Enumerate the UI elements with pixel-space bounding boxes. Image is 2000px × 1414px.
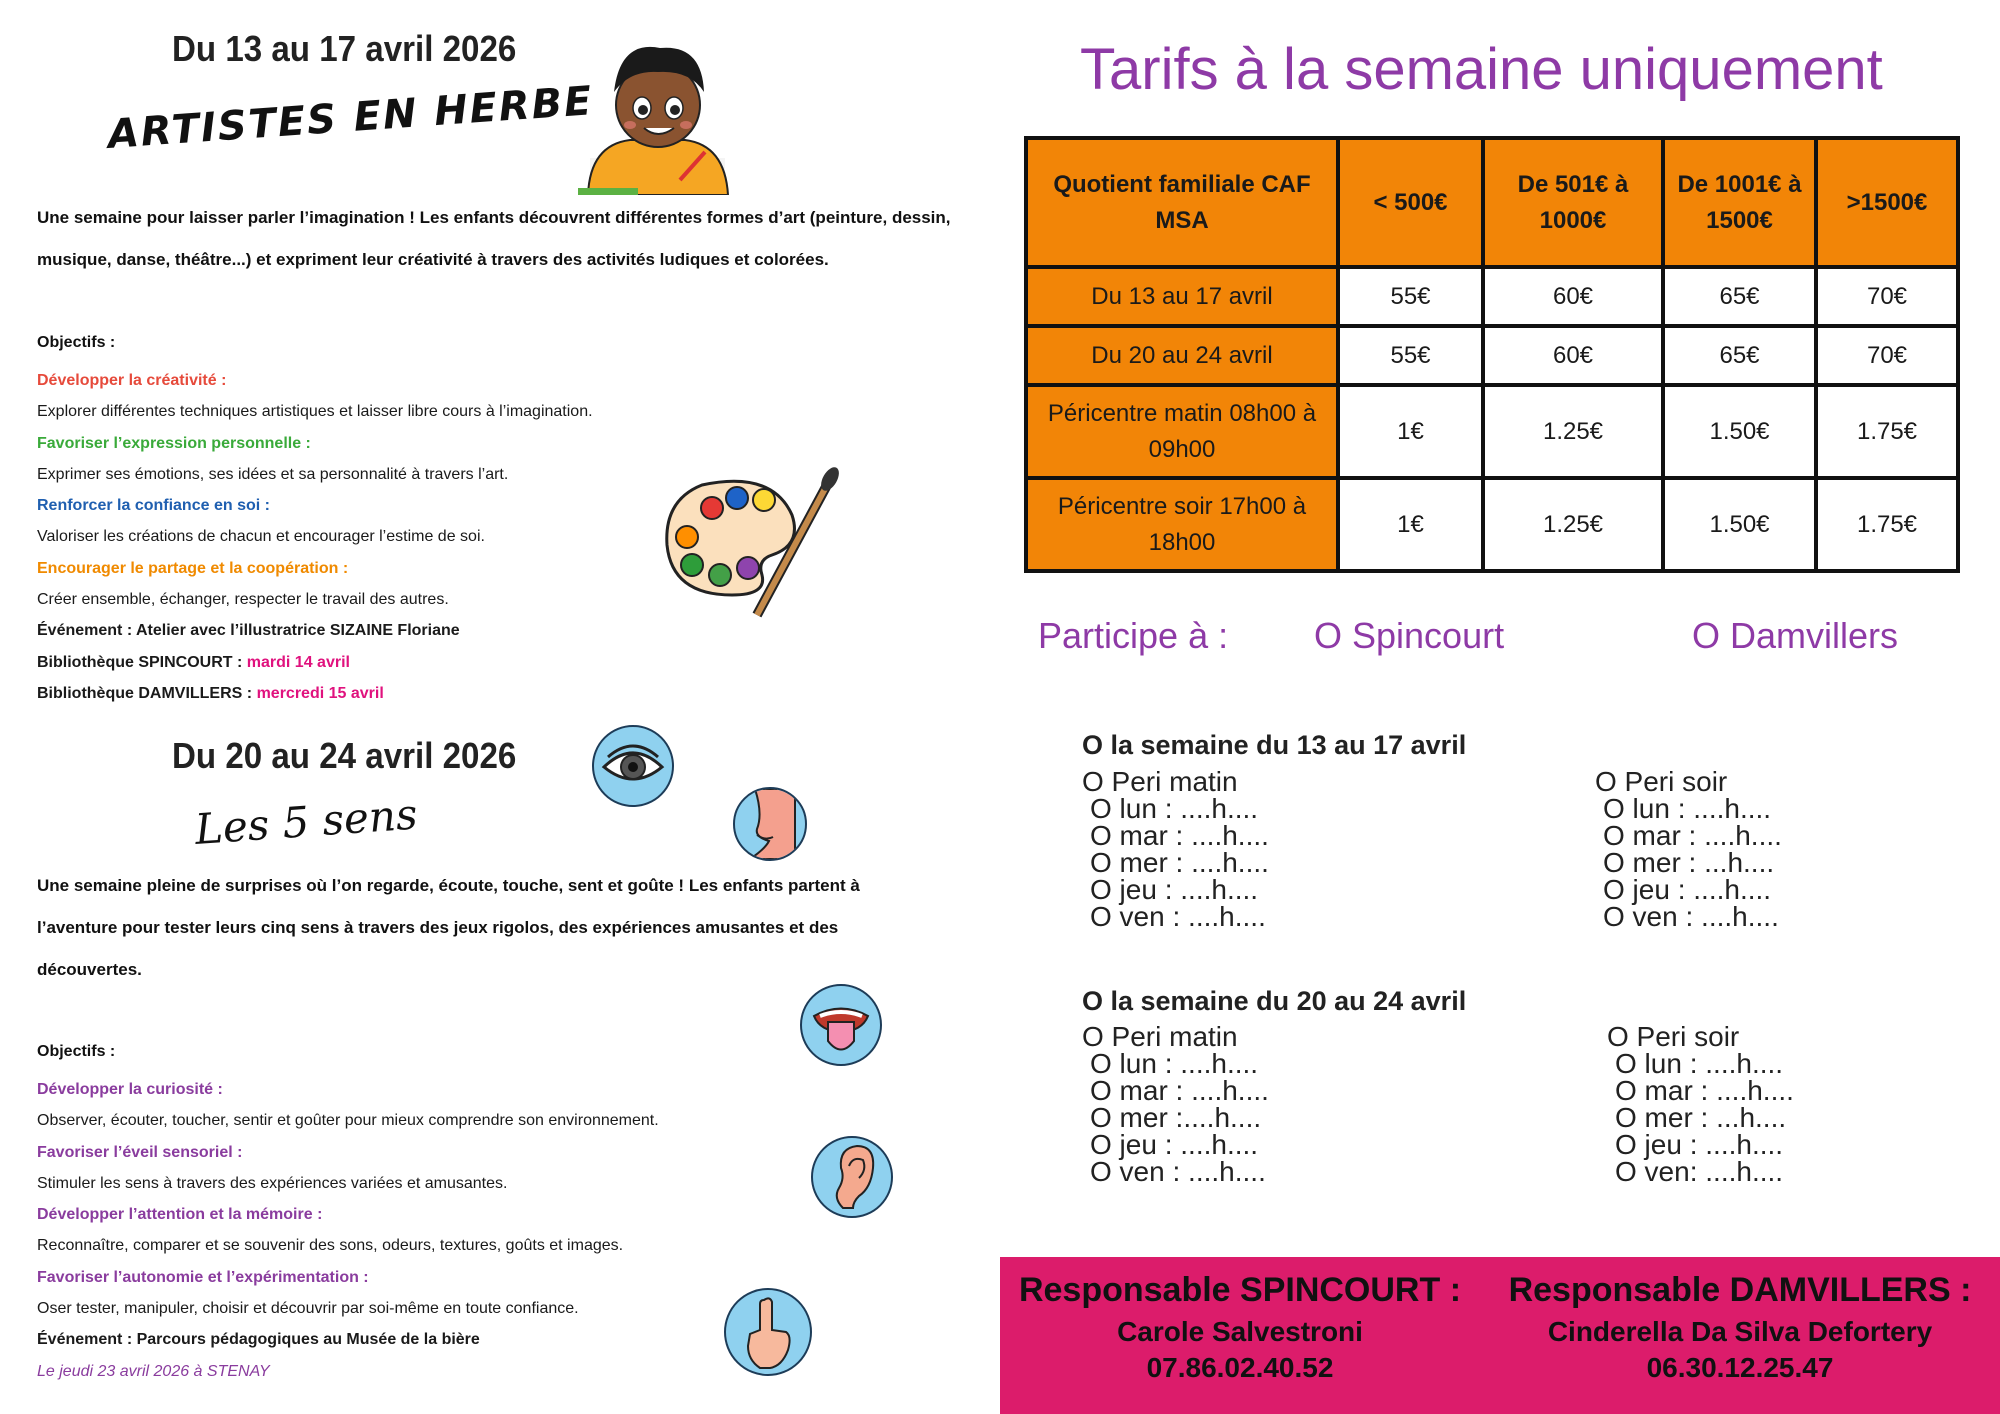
week1-theme: ARTISTES EN HERBE — [106, 78, 595, 158]
day-option[interactable]: O ven : ....h.... — [1603, 901, 1779, 932]
table-header: De 1001€ à 1500€ — [1663, 138, 1816, 267]
form-week2-heading[interactable]: O la semaine du 20 au 24 avril — [1082, 986, 1467, 1016]
table-header: Quotient familiale CAF MSA — [1026, 138, 1338, 267]
day-option[interactable]: O ven : ....h.... — [1090, 1156, 1266, 1187]
table-cell: 1€ — [1338, 478, 1483, 571]
objective-text: Oser tester, manipuler, choisir et découvrir par soi-même en toute confiance. — [37, 1300, 579, 1318]
week2-event: Événement : Parcours pédagogiques au Musée de la bière — [37, 1331, 480, 1349]
table-cell: 70€ — [1816, 326, 1958, 385]
eye-icon — [592, 725, 674, 807]
objective-text: Stimuler les sens à travers des expériences variées et amusantes. — [37, 1174, 508, 1192]
day-option[interactable]: O mar : ....h.... — [1090, 1075, 1269, 1106]
tarifs-title: Tarifs à la semaine uniquement — [1080, 37, 1883, 102]
table-cell: 70€ — [1816, 267, 1958, 326]
day-option[interactable]: O jeu : ....h.... — [1603, 874, 1772, 905]
table-cell: 60€ — [1483, 267, 1663, 326]
objective-text: Observer, écouter, toucher, sentir et goûter pour mieux comprendre son environnement. — [37, 1112, 659, 1130]
objective-title: Favoriser l’expression personnelle : — [37, 434, 311, 452]
peri-matin-option[interactable]: O Peri matin — [1082, 1021, 1238, 1052]
responsable-spincourt — [1000, 1271, 1480, 1384]
table-header-row — [1026, 138, 1958, 267]
week2-intro: Une semaine pleine de surprises où l’on regarde, écoute, touche, sent et goûte ! Les enfants partent à l’aventure pour tester leurs cinq sens à travers des jeux rigolos, des expériences amusantes et des découvertes. — [37, 876, 860, 979]
day-option[interactable]: O lun : ....h.... — [1615, 1048, 1784, 1079]
day-option[interactable]: O jeu : ....h.... — [1090, 1129, 1259, 1160]
table-cell: 1.50€ — [1663, 478, 1816, 571]
day-option[interactable]: O mar : ....h.... — [1615, 1075, 1794, 1106]
form-week1-soir — [1595, 768, 1782, 930]
week1-event: Événement : Atelier avec l’illustratrice SIZAINE Floriane — [37, 622, 460, 640]
table-cell: 1.75€ — [1816, 385, 1958, 478]
objective-title: Développer la curiosité : — [37, 1081, 223, 1098]
form-week2-matin — [1082, 1023, 1269, 1185]
objective-text: Valoriser les créations de chacun et encourager l’estime de soi. — [37, 528, 485, 546]
objective-text: Reconnaître, comparer et se souvenir des sons, odeurs, textures, goûts et images. — [37, 1237, 624, 1255]
form-week1-matin — [1082, 768, 1269, 930]
table-row — [1026, 478, 1958, 571]
table-row-label: Du 20 au 24 avril — [1026, 326, 1338, 385]
peri-matin-option[interactable]: O Peri matin — [1082, 766, 1238, 797]
week2-event-date: Le jeudi 23 avril 2026 à STENAY — [37, 1362, 270, 1380]
child-drawing-icon — [570, 30, 745, 195]
table-row-label: Péricentre matin 08h00 à 09h00 — [1026, 385, 1338, 478]
library-damvillers — [37, 678, 593, 709]
objective-text: Créer ensemble, échanger, respecter le travail des autres. — [37, 591, 449, 609]
day-option[interactable]: O ven : ....h.... — [1090, 901, 1266, 932]
table-row-label: Du 13 au 17 avril — [1026, 267, 1338, 326]
table-row — [1026, 326, 1958, 385]
table-cell: 60€ — [1483, 326, 1663, 385]
library-spincourt — [37, 647, 593, 678]
table-row — [1026, 267, 1958, 326]
form-week1-heading[interactable]: O la semaine du 13 au 17 avril — [1082, 730, 1467, 760]
table-cell: 1.50€ — [1663, 385, 1816, 478]
library-spincourt-date: mardi 14 avril — [246, 653, 350, 671]
objective-title: Encourager le partage et la coopération : — [37, 559, 349, 577]
day-option[interactable]: O jeu : ....h.... — [1090, 874, 1259, 905]
table-cell: 1.75€ — [1816, 478, 1958, 571]
week1-objectives-label: Objectifs : — [37, 334, 116, 351]
week1-title: Du 13 au 17 avril 2026 — [172, 28, 517, 69]
day-option[interactable]: O mer : ...h.... — [1615, 1102, 1787, 1133]
peri-soir-option[interactable]: O Peri soir — [1607, 1021, 1740, 1052]
form-week2-soir — [1607, 1023, 1794, 1185]
nose-icon — [733, 787, 807, 861]
day-option[interactable]: O mer :....h.... — [1090, 1102, 1262, 1133]
hand-icon — [724, 1288, 812, 1376]
objective-title: Favoriser l’autonomie et l’expérimentation : — [37, 1268, 369, 1286]
objective-title: Développer l’attention et la mémoire : — [37, 1206, 323, 1224]
library-spincourt-label: Bibliothèque SPINCOURT : — [37, 653, 243, 671]
day-option[interactable]: O ven: ....h.... — [1615, 1156, 1784, 1187]
week1-intro: Une semaine pour laisser parler l’imagination ! Les enfants découvrent différentes formes d’art (peinture, dessin, musique, danse, théâtre...) et expriment leur créativité à travers des activités ludiques et colorées. — [37, 208, 951, 269]
ear-icon — [811, 1136, 893, 1218]
table-cell: 65€ — [1663, 267, 1816, 326]
table-row — [1026, 385, 1958, 478]
participe-damvillers-option[interactable]: O Damvillers — [1692, 615, 1899, 656]
participe-label: Participe à : — [1038, 615, 1229, 656]
day-option[interactable]: O mer : ....h.... — [1090, 847, 1269, 878]
table-header: < 500€ — [1338, 138, 1483, 267]
day-option[interactable]: O lun : ....h.... — [1603, 793, 1772, 824]
table-row-label: Péricentre soir 17h00 à 18h00 — [1026, 478, 1338, 571]
week2-title: Du 20 au 24 avril 2026 — [172, 735, 517, 776]
week2-objectives — [37, 1074, 659, 1387]
day-option[interactable]: O mar : ....h.... — [1603, 820, 1782, 851]
objective-title: Favoriser l’éveil sensoriel : — [37, 1143, 243, 1161]
tarifs-table — [1024, 136, 1960, 573]
day-option[interactable]: O mar : ....h.... — [1090, 820, 1269, 851]
table-cell: 65€ — [1663, 326, 1816, 385]
day-option[interactable]: O lun : ....h.... — [1090, 793, 1259, 824]
objective-text: Explorer différentes techniques artistiques et laisser libre cours à l’imagination. — [37, 403, 593, 421]
day-option[interactable]: O mer : ...h.... — [1603, 847, 1775, 878]
responsable-spincourt-title: Responsable SPINCOURT : — [1018, 1271, 1462, 1309]
participe-spincourt-option[interactable]: O Spincourt — [1314, 615, 1505, 656]
table-cell: 55€ — [1338, 326, 1483, 385]
day-option[interactable]: O lun : ....h.... — [1090, 1048, 1259, 1079]
responsable-damvillers-name: Cinderella Da Silva Defortery — [1547, 1316, 1933, 1347]
table-cell: 55€ — [1338, 267, 1483, 326]
responsable-spincourt-name: Carole Salvestroni — [1117, 1316, 1363, 1347]
table-header: De 501€ à 1000€ — [1483, 138, 1663, 267]
peri-soir-option[interactable]: O Peri soir — [1595, 766, 1728, 797]
table-header: >1500€ — [1816, 138, 1958, 267]
responsables-footer — [1000, 1257, 2000, 1414]
table-cell: 1.25€ — [1483, 478, 1663, 571]
responsable-damvillers-title: Responsable DAMVILLERS : — [1508, 1271, 1972, 1309]
table-cell: 1€ — [1338, 385, 1483, 478]
week1-objectives — [37, 365, 593, 709]
tongue-icon — [800, 984, 882, 1066]
objective-text: Exprimer ses émotions, ses idées et sa personnalité à travers l’art. — [37, 465, 509, 483]
objective-title: Renforcer la confiance en soi : — [37, 497, 270, 515]
day-option[interactable]: O jeu : ....h.... — [1615, 1129, 1784, 1160]
table-cell: 1.25€ — [1483, 385, 1663, 478]
palette-icon — [662, 465, 842, 620]
library-damvillers-label: Bibliothèque DAMVILLERS : — [37, 684, 253, 702]
week2-objectives-label: Objectifs : — [37, 1043, 116, 1060]
objective-title: Développer la créativité : — [37, 372, 227, 389]
responsable-damvillers-phone[interactable]: 06.30.12.25.47 — [1646, 1352, 1834, 1383]
responsable-damvillers — [1480, 1271, 2000, 1384]
library-damvillers-date: mercredi 15 avril — [256, 684, 384, 702]
week2-theme: Les 5 sens — [193, 789, 419, 854]
responsable-spincourt-phone[interactable]: 07.86.02.40.52 — [1146, 1352, 1334, 1383]
